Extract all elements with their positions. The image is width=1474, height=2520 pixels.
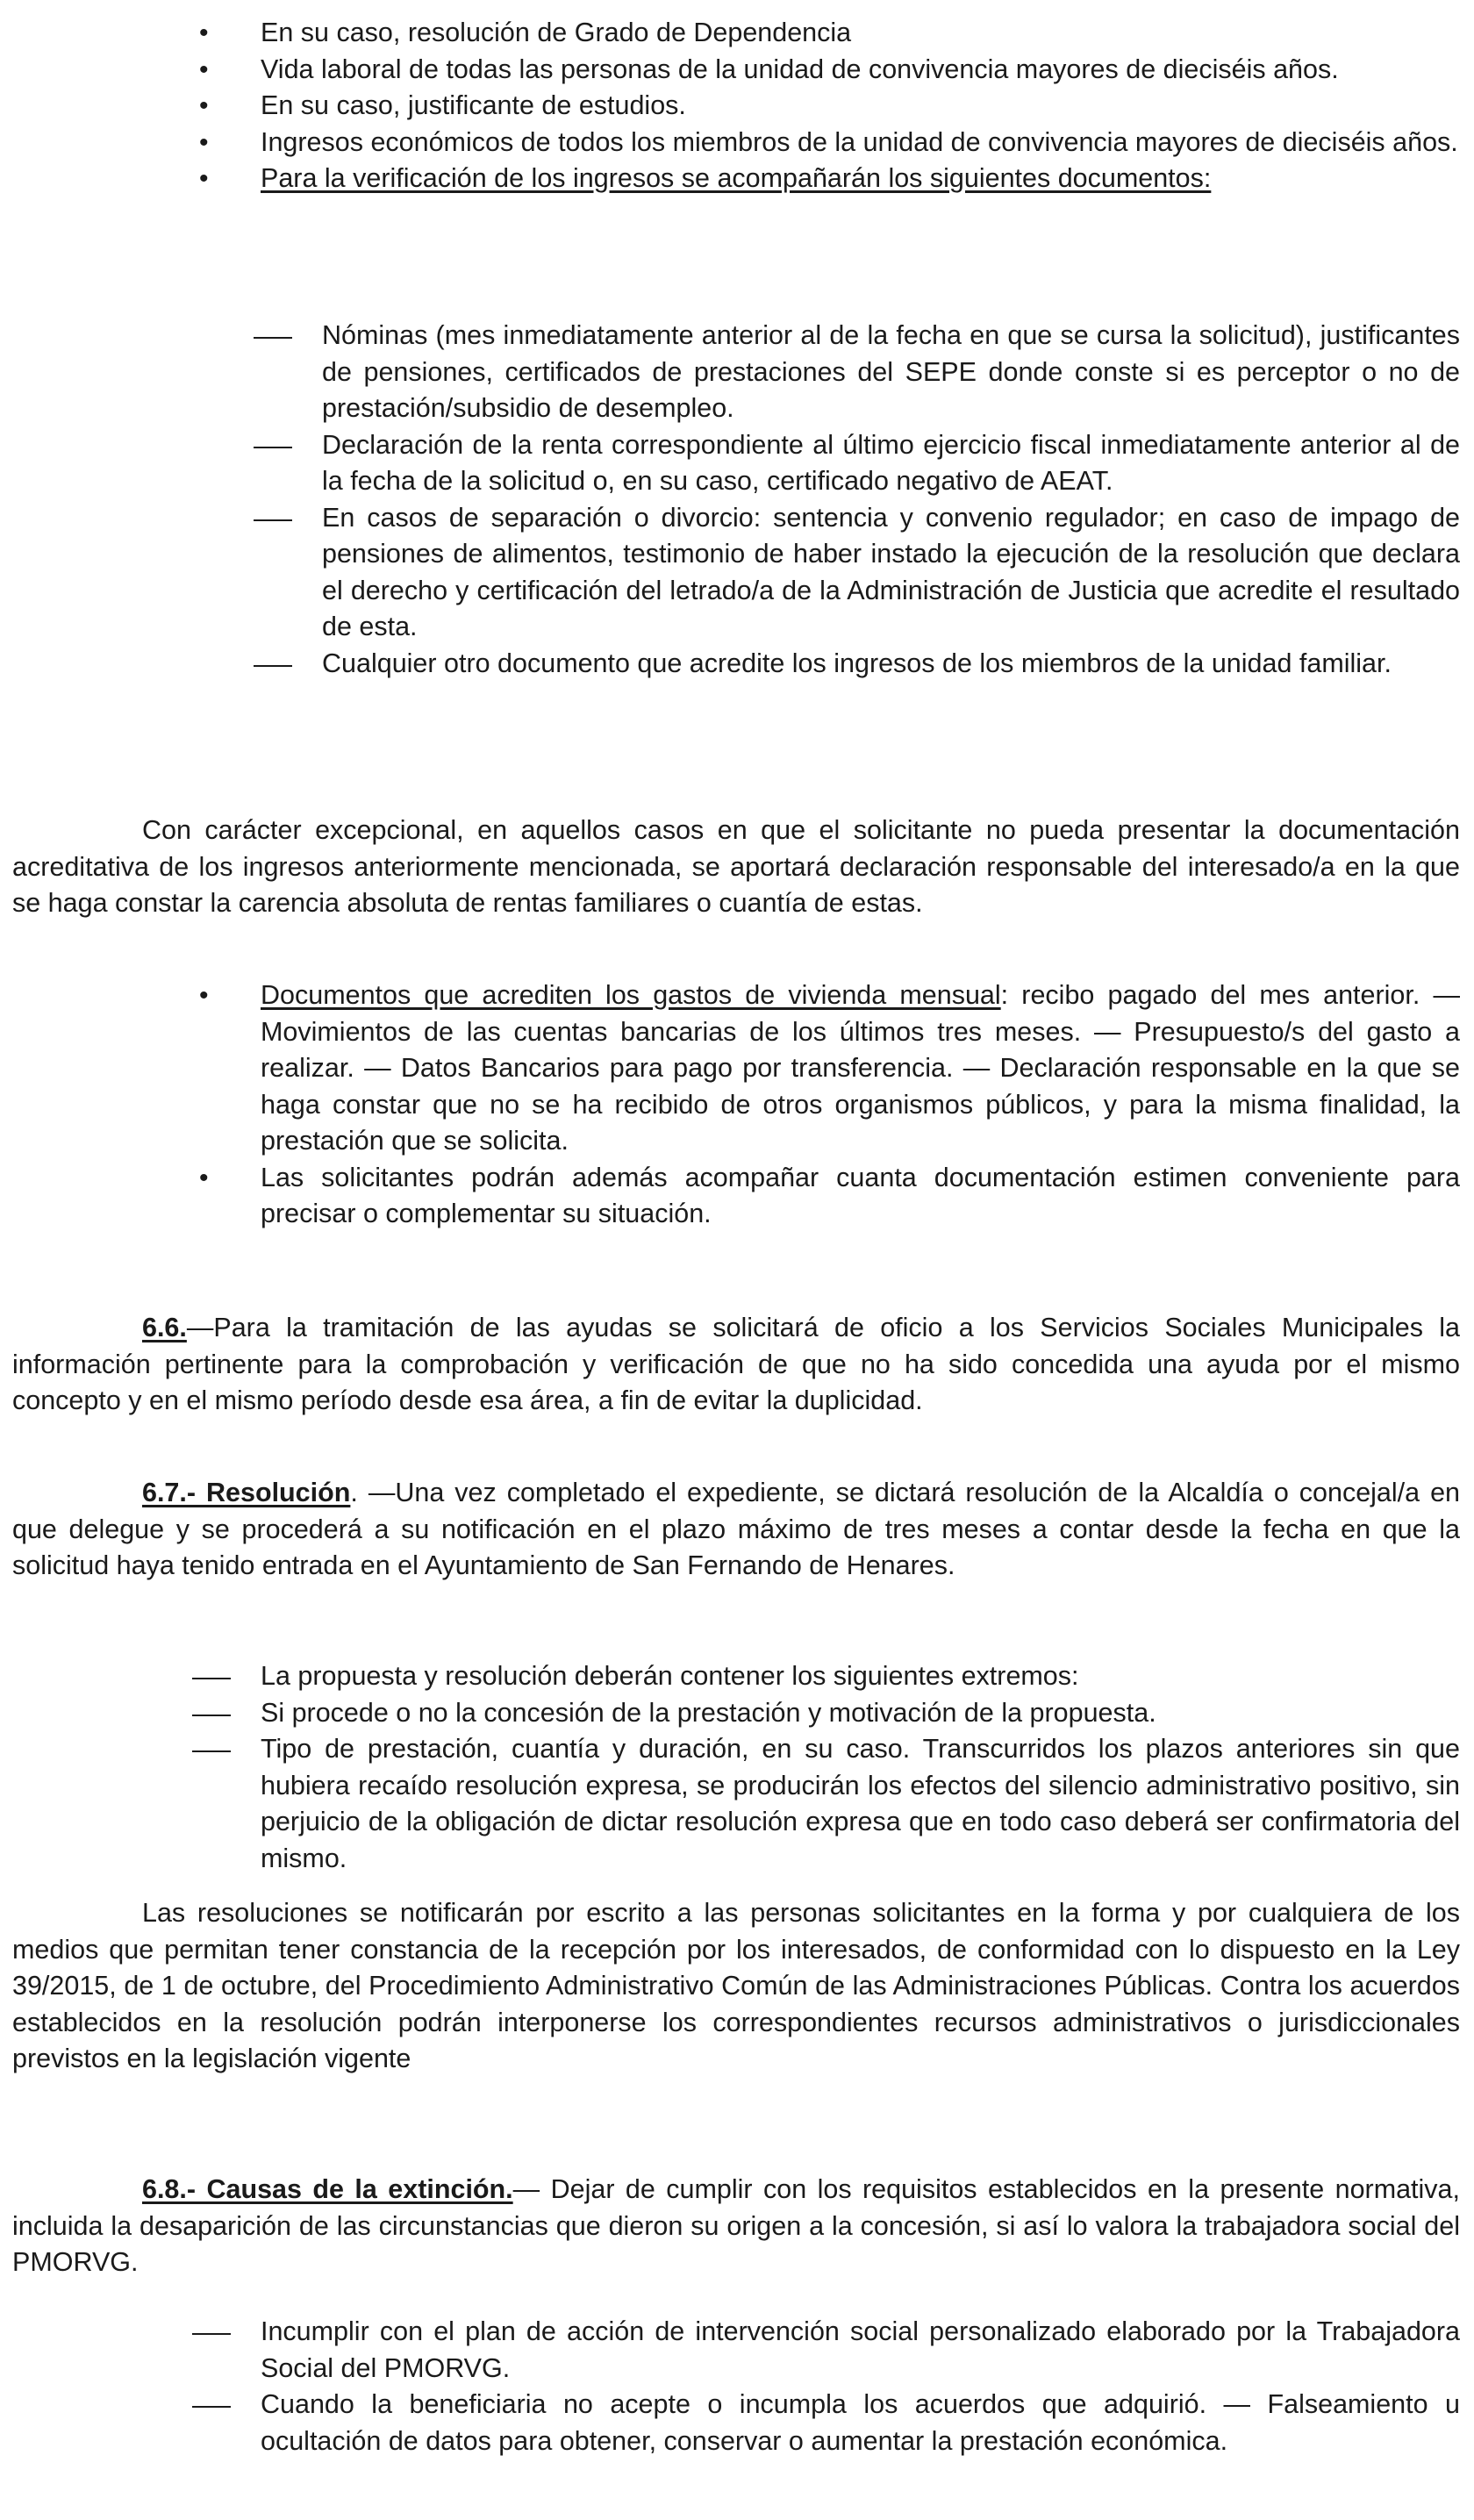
section-text: — Dejar de cumplir con los requisitos establecidos en la presente normativa, incluida la desaparición de las circunstancias que dieron su origen a la concesión, si así lo valora la trabajadora social del PMORVG. <box>12 2174 1460 2277</box>
list-item: Tipo de prestación, cuantía y duración, en su caso. Transcurridos los plazos anteriores sin que hubiera recaído resolución expresa, se producirán los efectos del silencio administrativo positivo, sin perjuicio de la obligación de dictar resolución expresa que en todo caso deberá ser confirmatoria del mismo. <box>261 1731 1460 1877</box>
dash-list-extincion <box>261 2314 1460 2459</box>
list-item: La propuesta y resolución deberán contener los siguientes extremos: <box>261 1658 1460 1695</box>
paragraph-resoluciones: Las resoluciones se notificarán por escrito a las personas solicitantes en la forma y por cualquiera de los medios que permitan tener constancia de la recepción por los interesados, de conformidad con lo dispuesto en la Ley 39/2015, de 1 de octubre, del Procedimiento Administrativo Común de las Administraciones Públicas. Contra los acuerdos establecidos en la resolución podrán interponerse los correspondientes recursos administrativos o jurisdiccionales previstos en la legislación vigente <box>12 1898 1460 2073</box>
section-6-8 <box>12 2172 1460 2281</box>
section-text: —Para la tramitación de las ayudas se solicitará de oficio a los Servicios Sociales Municipales la información pertinente para la comprobación y verificación de que no ha sido concedida una ayuda por el mismo concepto y en el mismo período desde esa área, a fin de evitar la duplicidad. <box>12 1313 1460 1415</box>
list-item: • Ingresos económicos de todos los miembros de la unidad de convivencia mayores de dieciséis años. <box>261 125 1460 161</box>
paragraph-excepcional: Con carácter excepcional, en aquellos casos en que el solicitante no pueda presentar la documentación acreditativa de los ingresos anteriormente mencionada, se aportará declaración responsable del interesado/a en la que se haga constar la carencia absoluta de rentas familiares o cuantía de estas. <box>12 815 1460 918</box>
section-number: 6.6. <box>142 1313 187 1342</box>
section-6-6 <box>12 1310 1460 1420</box>
list-item: Incumplir con el plan de acción de intervención social personalizado elaborado por la Trabajadora Social del PMORVG. <box>261 2314 1460 2387</box>
section-text: . —Una vez completado el expediente, se dictará resolución de la Alcaldía o concejal/a en que delegue y se procederá a su notificación en el plazo máximo de tres meses a contar desde la fecha en que la solicitud haya tenido entrada en el Ayuntamiento de San Fernando de Henares. <box>12 1478 1460 1580</box>
list-item: • Vida laboral de todas las personas de la unidad de convivencia mayores de dieciséis años. <box>261 52 1460 89</box>
vivienda-text: : recibo pagado del mes anterior. — Movimientos de las cuentas bancarias de los últimos tres meses. — Presupuesto/s del gasto a realizar. — Datos Bancarios para pago por transferencia. — Declaración responsable en la que se haga constar que no se ha recibido de otros organismos públicos, y para la misma finalidad, la prestación que se solicita. <box>261 980 1460 1156</box>
bullet-list-vivienda <box>261 977 1460 1233</box>
list-item: En casos de separación o divorcio: sentencia y convenio regulador; en caso de impago de pensiones de alimentos, testimonio de haber instado la ejecución de la resolución que declara el derecho y certificación del letrado/a de la Administración de Justicia que acredite el resultado de esta. <box>322 500 1460 646</box>
list-item: Nóminas (mes inmediatamente anterior al de la fecha en que se cursa la solicitud), justificantes de pensiones, certificados de prestaciones del SEPE donde conste si es perceptor o no de prestación/subsidio de desempleo. <box>322 318 1460 427</box>
dash-list-ingresos <box>322 318 1460 682</box>
list-item: Si procede o no la concesión de la prestación y motivación de la propuesta. <box>261 1695 1460 1732</box>
list-item: • En su caso, justificante de estudios. <box>261 88 1460 125</box>
list-item: Declaración de la renta correspondiente al último ejercicio fiscal inmediatamente anterior al de la fecha de la solicitud o, en su caso, certificado negativo de AEAT. <box>322 427 1460 500</box>
section-6-7 <box>12 1475 1460 1585</box>
list-item: • En su caso, resolución de Grado de Dependencia <box>261 15 1460 52</box>
underlined-label: Documentos que acrediten los gastos de vivienda mensual <box>261 980 1001 1010</box>
bullet-list-documentos <box>261 15 1460 197</box>
list-item: Cualquier otro documento que acredite los ingresos de los miembros de la unidad familiar. <box>322 646 1460 683</box>
list-item: Cuando la beneficiaria no acepte o incumpla los acuerdos que adquirió. — Falseamiento u ocultación de datos para obtener, conservar o aumentar la prestación económica. <box>261 2387 1460 2459</box>
list-item-vivienda <box>261 977 1460 1160</box>
list-item: • Las solicitantes podrán además acompañar cuanta documentación estimen conveniente para precisar o complementar su situación. <box>261 1160 1460 1233</box>
dash-list-resolucion <box>261 1658 1460 1877</box>
underlined-heading: Para la verificación de los ingresos se acompañarán los siguientes documentos: <box>261 163 1212 193</box>
list-item-verificacion <box>261 161 1460 197</box>
section-heading: 6.8.- Causas de la extinción. <box>142 2174 513 2204</box>
section-heading: 6.7.- Resolución <box>142 1478 351 1507</box>
